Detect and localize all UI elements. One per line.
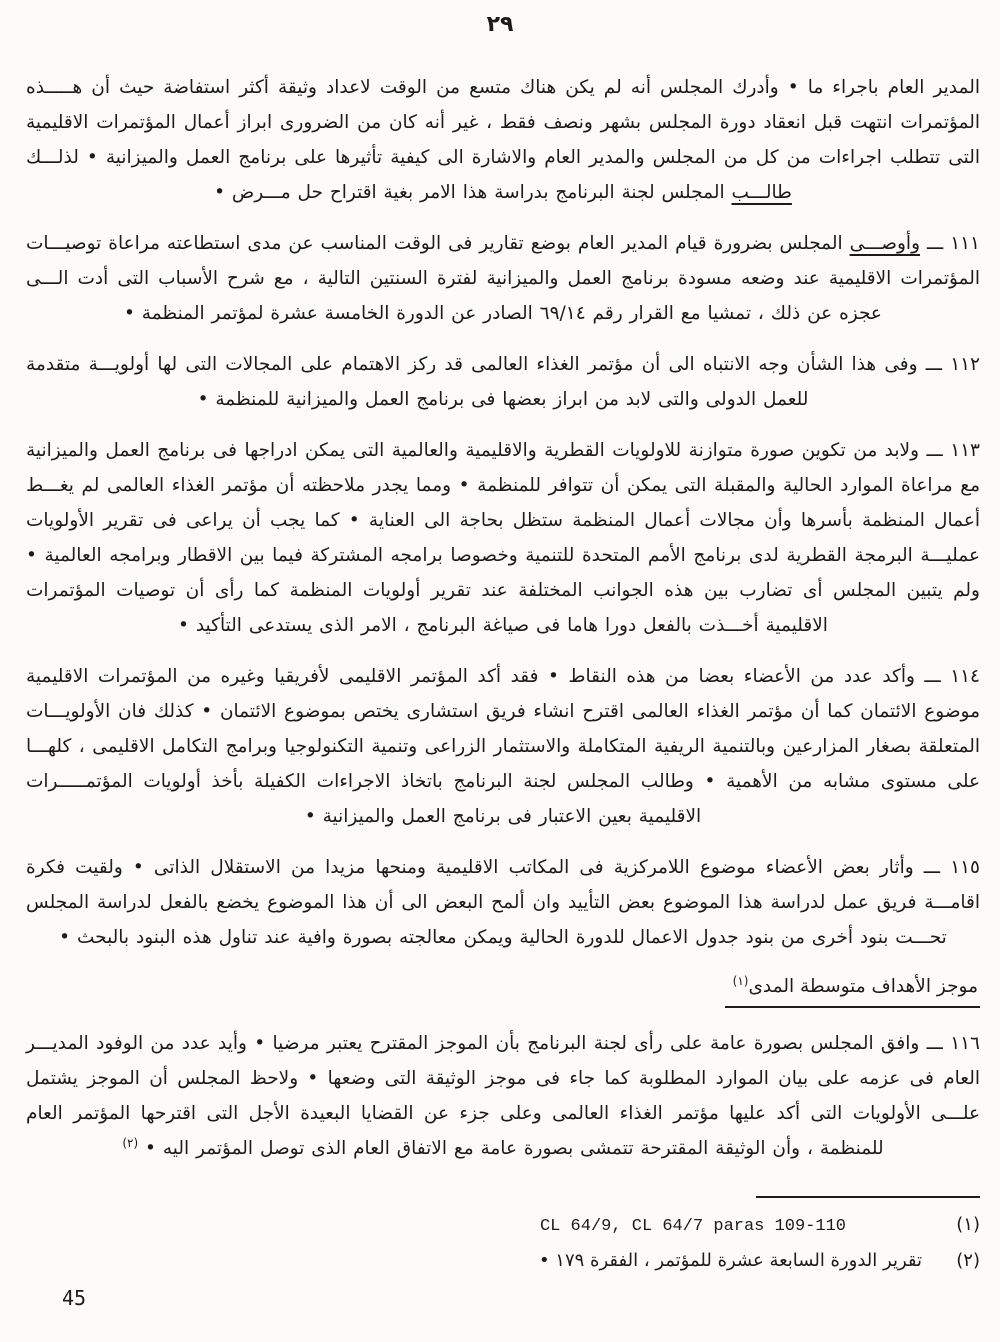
footnote-separator-line xyxy=(756,1196,980,1198)
paragraph-114 xyxy=(26,659,980,834)
text-segment: ١١٢ ـــ وفى هذا الشأن وجه الانتباه الى أن مؤتمر الغذاء العالمى قد ركز الاهتمام على المجالات التى لها أولويـــة متقدمة للعمل الدولى والتى لابد من ابراز بعضها فى برنامج العمل والميزانية للمنظمة • xyxy=(26,354,980,410)
section-heading-row xyxy=(26,971,980,1008)
text-segment: المجلس بضرورة قيام المدير العام بوضع تقارير فى الوقت المناسب عن مدى استطاعته مراعاة توصيـــات المؤتمرات الاقليمية عند وضعه مسودة برنامج العمل والميزانية لفترة السنتين التالية ، مع شرح الأسباب التى أدت الـــى عجزه عن ذلك ، تمشيا مع القرار رقم ٦٩/١٤ الصادر عن الدورة الخامسة عشرة لمؤتمر المنظمة • xyxy=(26,233,980,324)
section-heading xyxy=(725,971,980,1008)
footnotes-block xyxy=(26,1196,980,1278)
text-segment: ١١١ ـــ xyxy=(920,233,980,254)
page-number-bottom: 45 xyxy=(62,1286,87,1310)
text-segment: ١١٥ ـــ وأثار بعض الأعضاء موضوع اللامركزية فى المكاتب الاقليمية ومنحها مزيدا من الاستقلال الذاتى • ولقيت فكرة اقامـــة فريق عمل لدراسة هذا الموضوع بعض التأييد وان ألمح البعض الى أن هذا الموضوع يخضع بالفعل لدراسة المجلس تحـــت بنود أخرى من بنود جدول الاعمال للدورة الحالية ويمكن معالجته بصورة وافية عند تناول هذه البنود بالبحث • xyxy=(26,857,980,948)
underlined-text: طالـــب xyxy=(731,182,792,203)
text-segment: المجلس لجنة البرنامج بدراسة هذا الامر بغية اقتراح حل مـــرض • xyxy=(214,182,732,203)
paragraph-116 xyxy=(26,1026,980,1166)
footnote-2-text: تقرير الدورة السابعة عشرة للمؤتمر ، الفقرة ١٧٩ • xyxy=(538,1250,922,1271)
text-segment: ١١٦ ـــ وافق المجلس بصورة عامة على رأى لجنة البرنامج بأن الموجز المقترح يعتبر مرضيا • وأيد عدد من الوفود المديـــر العام فى عزمه على بيان الموارد المطلوبة كما جاء فى موجز الوثيقة التى وضعها • ولاحظ المجلس أن الموجز يشتمل علـــى الأولويات التى أكد عليها مؤتمر الغذاء العالمى وعلى جزء عن القضايا البعيدة الأجل التى اقترحها المؤتمر العام للمنظمة ، وأن الوثيقة المقترحة تتمشى بصورة عامة مع الاتفاق العام الذى توصل المؤتمر اليه • xyxy=(26,1033,980,1159)
footnote-1 xyxy=(26,1208,980,1244)
page-number-top: ٢٩ xyxy=(486,12,514,37)
paragraph-112 xyxy=(26,347,980,417)
paragraph-continuation xyxy=(26,70,980,210)
document-body xyxy=(26,70,980,1182)
footnote-reference-1: (١) xyxy=(732,973,749,988)
paragraph-111 xyxy=(26,226,980,331)
underlined-text: وأوصـــى xyxy=(849,233,921,254)
paragraph-113 xyxy=(26,433,980,643)
paragraph-115 xyxy=(26,850,980,955)
footnote-1-text: CL 64/9, CL 64/7 paras 109-110 xyxy=(539,1217,846,1236)
text-segment: ١١٤ ـــ وأكد عدد من الأعضاء بعضا من هذه النقاط • فقد أكد المؤتمر الاقليمى لأفريقيا وغيره من المؤتمرات الاقليمية موضوع الائتمان كما أن مؤتمر الغذاء العالمى اقترح انشاء فريق استشارى يختص بموضوع الائتمان • كذلك فان الأولويـــات المتعلقة بصغار المزارعين وبالتنمية الريفية المتكاملة والاستثمار الزراعى وتنمية التكنولوجيا وبرامج التكامل الاقليمى ، كلهـــا على مستوى مشابه من الأهمية • وطالب المجلس لجنة البرنامج باتخاذ الاجراءات الكفيلة بأخذ أولويات المؤتمـــــرات الاقليمية بعين الاعتبار فى برنامج العمل والميزانية • xyxy=(26,666,980,827)
footnote-reference-2: (٢) xyxy=(122,1135,139,1150)
footnote-1-marker: (١) xyxy=(956,1214,980,1235)
text-segment: المدير العام باجراء ما • وأدرك المجلس أنه لم يكن هناك متسع من الوقت لاعداد وثيقة أكثر استفاضة حيث أن هـــــذه المؤتمرات انتهت قبل انعقاد دورة المجلس بشهر ونصف فقط ، غير أنه كان من الضرورى ابراز أعمال المؤتمرات الاقليمية التى تتطلب اجراءات من كل من المجلس والمدير العام والاشارة الى كيفية تأثيرها على برنامج العمل والميزانية • لذلـــك xyxy=(26,77,980,168)
section-heading-text: موجز الأهداف متوسطة المدى xyxy=(748,976,978,997)
footnote-2 xyxy=(26,1244,980,1278)
text-segment: ١١٣ ـــ ولابد من تكوين صورة متوازنة للاولويات القطرية والاقليمية والعالمية التى يمكن ادراجها فى برنامج العمل والميزانية مع مراعاة الموارد الحالية والمقبلة التى يمكن أن تتوافر للمنظمة • ومما يجدر ملاحظته أن مؤتمر الغذاء العالمى لم يغـــط أعمال المنظمة بأسرها وأن مجالات أعمال المنظمة ستظل بحاجة الى العناية • كما يجب أن يراعى فى تقرير الأولويات عمليـــة البرمجة القطرية لدى برنامج الأمم المتحدة للتنمية وخصوصا برامجه المشتركة فيما بين الاقطار وبرامجه العالمية • ولم يتبين المجلس أى تضارب بين هذه الجوانب المختلفة عند تقرير أولويات المنظمة كما رأى أن توصيات المؤتمرات الاقليمية أخـــذت بالفعل دورا هاما فى صياغة البرنامج ، الامر الذى يستدعى التأكيد • xyxy=(26,440,980,636)
footnote-2-marker: (٢) xyxy=(956,1250,980,1271)
